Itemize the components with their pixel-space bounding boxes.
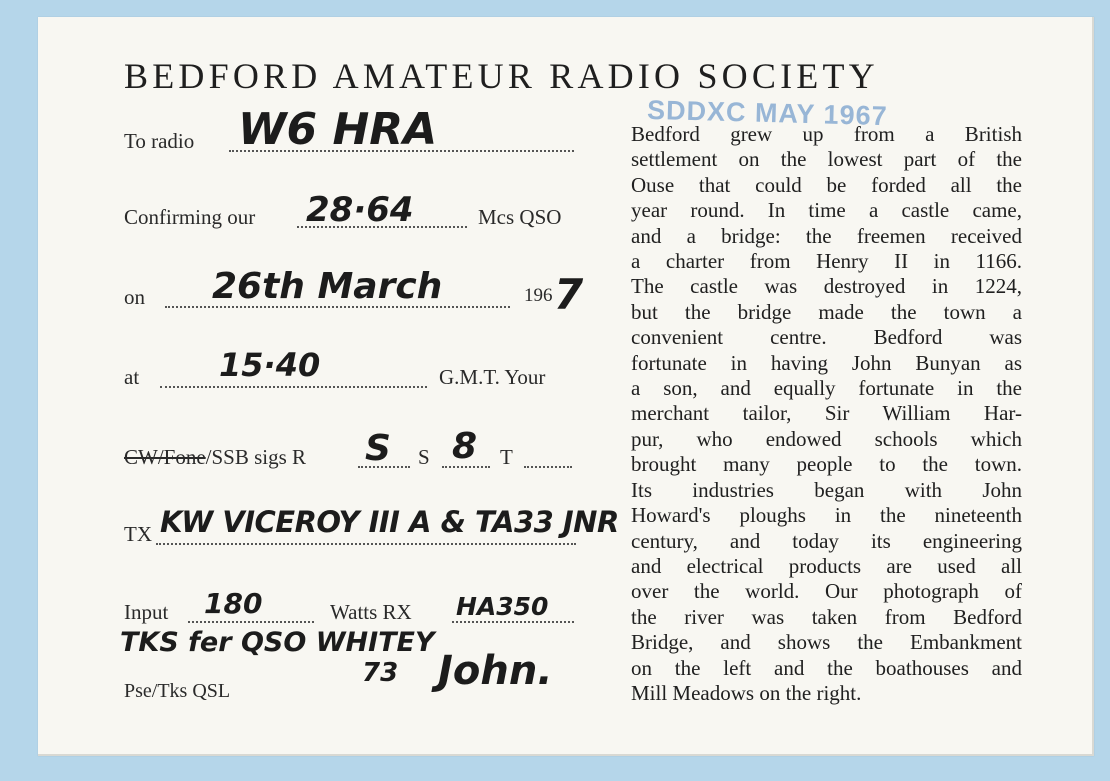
description-line: settlement on the lowest part of the: [631, 147, 1022, 172]
note-line: TKS fer QSO WHITEY: [120, 627, 435, 658]
description-line: a charter from Henry II in 1166.: [631, 249, 1022, 274]
description-line: Ouse that could be forded all the: [631, 172, 1022, 197]
description-line: The castle was destroyed in 1224,: [631, 274, 1022, 299]
sig-s-value: 8: [452, 426, 478, 467]
description-line: century, and today its engineering: [631, 528, 1022, 553]
description-line: year round. In time a castle came,: [631, 198, 1022, 223]
description-line: Its industries began with John: [631, 477, 1022, 502]
description-line: but the bridge made the town a: [631, 299, 1022, 324]
to-radio-label: To radio: [124, 129, 195, 153]
pse-tks-qsl-label: Pse/Tks QSL: [124, 680, 231, 702]
description-line: convenient centre. Bedford was: [631, 325, 1022, 350]
mode-struck: CW/Fone: [124, 445, 206, 469]
sig-r-value: S: [365, 428, 391, 469]
time-value: 15·40: [219, 346, 321, 384]
description-line: a son, and equally fortunate in the: [631, 376, 1022, 401]
on-label: on: [124, 285, 145, 309]
input-value: 180: [204, 587, 263, 620]
input-label: Input: [124, 600, 169, 624]
mcs-qso-label: Mcs QSO: [478, 205, 562, 229]
description-line: Bridge, and shows the Embankment: [631, 630, 1022, 655]
description-line: Howard's ploughs in the nineteenth: [631, 503, 1022, 528]
signature: John.: [438, 648, 553, 694]
confirming-label: Confirming our: [124, 205, 256, 229]
date-value: 26th March: [212, 266, 443, 307]
time-line: [160, 386, 427, 388]
input-line: [188, 621, 314, 623]
sigs-label: [124, 445, 306, 470]
received-stamp: SDDXC MAY 1967: [646, 94, 888, 132]
bedford-description: [631, 122, 1022, 706]
confirming-value: 28·64: [306, 190, 414, 230]
gmt-label: G.M.T. Your: [439, 365, 546, 389]
tx-label: TX: [124, 522, 152, 546]
description-line: and electrical products are used all: [631, 553, 1022, 578]
description-line: on the left and the boathouses and: [631, 655, 1022, 680]
tx-value: KW VICEROY III A & TA33 JNR: [160, 505, 619, 539]
description-line: Bedford grew up from a British: [631, 122, 1022, 146]
description-line: over the world. Our photograph of: [631, 579, 1022, 604]
year-prefix: 196: [524, 285, 553, 306]
at-label: at: [124, 365, 140, 389]
description-line: Mill Meadows on the right.: [631, 680, 862, 705]
year-digit: 7: [554, 270, 584, 319]
description-line: and a bridge: the freemen received: [631, 223, 1022, 248]
tx-line: [156, 543, 576, 545]
description-line: brought many people to the town.: [631, 452, 1022, 477]
note-73: 73: [362, 658, 399, 688]
description-line: pur, who endowed schools which: [631, 426, 1022, 451]
to-radio-value: W6 HRA: [238, 104, 438, 155]
mode-rest: /SSB sigs R: [205, 445, 307, 469]
society-title: BEDFORD AMATEUR RADIO SOCIETY: [124, 56, 879, 96]
rx-line: [452, 621, 574, 623]
description-line: the river was taken from Bedford: [631, 604, 1022, 629]
watts-rx-label: Watts RX: [330, 600, 412, 624]
sig-t-label: T: [500, 445, 513, 469]
sig-s-label: S: [418, 445, 430, 469]
description-line: fortunate in having John Bunyan as: [631, 350, 1022, 375]
rx-value: HA350: [456, 592, 549, 621]
sig-t-line: [524, 466, 572, 468]
description-line: merchant tailor, Sir William Har-: [631, 401, 1022, 426]
